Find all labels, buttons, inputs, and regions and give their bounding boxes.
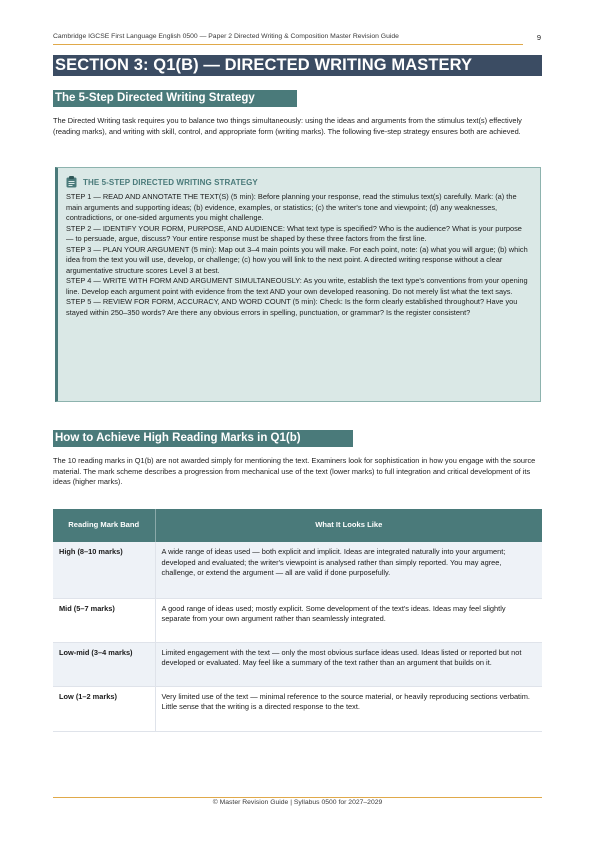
page-footer: © Master Revision Guide | Syllabus 0500 for 2027–2029 <box>212 799 383 806</box>
mark-band-cell: Low-mid (3–4 marks) <box>53 642 155 686</box>
mark-band-cell: High (8–10 marks) <box>53 542 155 598</box>
band-description-cell: Limited engagement with the text — only the most obvious surface ideas used. Ideas listed or reported but not developed or evaluated. May feel like a summary of the text rather than an argument that builds on it. <box>155 642 542 686</box>
table-row <box>53 686 542 731</box>
table-header-row <box>53 509 542 542</box>
callout-title-row <box>66 176 530 188</box>
band-description-cell: A wide range of ideas used — both explicit and implicit. Ideas are integrated naturally into your argument; developed and evaluated; the writer's viewpoint is analysed rather than simply reported. You may agree, challenge, or extend the argument — all are valid if done purposefully. <box>155 542 542 598</box>
band-description-cell: Very limited use of the text — minimal reference to the source material, or heavily reproducing sections verbatim. Little sense that the writing is a directed response to the text. <box>155 686 542 731</box>
clipboard-icon <box>66 176 77 188</box>
mark-band-cell: Low (1–2 marks) <box>53 686 155 731</box>
column-header-band: Reading Mark Band <box>53 509 155 542</box>
reading-marks-heading: How to Achieve High Reading Marks in Q1(b) <box>53 430 353 447</box>
strategy-step: STEP 1 — READ AND ANNOTATE THE TEXT(S) (5 min): Before planning your response, read the stimulus text(s) carefully. Mark: (a) the main arguments and supporting ideas; (b) evidence, examples, or statistics; (c) the writer's tone and viewpoint; (d) any weaknesses, contradictions, or one-sided arguments you might challenge. <box>66 192 517 222</box>
running-header-title: Cambridge IGCSE First Language English 0500 — Paper 2 Directed Writing & Composition Master Revision Guide <box>53 33 399 40</box>
mark-band-cell: Mid (5–7 marks) <box>53 598 155 642</box>
strategy-step: STEP 3 — PLAN YOUR ARGUMENT (5 min): Map out 3–4 main points you will make. For each point, note: (a) what you will argue; (b) which idea from the text you will use, develop, or challenge; (c) how you will link to the next point. A directed writing response without a clear argumentative structure scores Level 3 at best. <box>66 244 528 275</box>
band-description-cell: A good range of ideas used; mostly explicit. Some development of the text's ideas. Ideas may feel slightly separate from your own argument rather than seamlessly integrated. <box>155 598 542 642</box>
header-rule <box>53 44 523 45</box>
strategy-intro: The Directed Writing task requires you to balance two things simultaneously: using the ideas and arguments from the stimulus text(s) effectively (reading marks), and writing with skill, control, and appropriate form (writing marks). The following five-step strategy ensures both are achieved. <box>53 116 522 136</box>
strategy-step: STEP 4 — WRITE WITH FORM AND ARGUMENT SIMULTANEOUSLY: As you write, establish the text type's conventions from your opening line. Develop each argument point with evidence from the text AND your own developed reasoning. Do not merely list what the text says. <box>66 276 528 296</box>
reading-marks-table <box>53 509 542 732</box>
footer-rule <box>53 797 542 798</box>
column-header-description: What It Looks Like <box>155 509 542 542</box>
strategy-callout-box <box>55 167 541 402</box>
table-row <box>53 642 542 686</box>
strategy-heading: The 5-Step Directed Writing Strategy <box>53 90 297 107</box>
strategy-step: STEP 2 — IDENTIFY YOUR FORM, PURPOSE, AND AUDIENCE: What text type is specified? Who is the audience? What is your purpose — to persuade, argue, discuss? Your entire response must be shaped by these three factors from the first line. <box>66 223 522 243</box>
table-row <box>53 542 542 598</box>
running-header <box>53 33 541 42</box>
strategy-step: STEP 5 — REVIEW FOR FORM, ACCURACY, AND WORD COUNT (5 min): Check: Is the form clearly established throughout? Have you stayed within 250–350 words? Are there any obvious errors in spelling, punctuation, or grammar? Is the register consistent? <box>66 297 518 317</box>
callout-title: THE 5-STEP DIRECTED WRITING STRATEGY <box>83 177 258 187</box>
reading-marks-intro: The 10 reading marks in Q1(b) are not awarded simply for mentioning the text. Examiners look for sophistication in how you engage with the source material. The mark scheme describes a progression from mechanical use of the text (lower marks) to full integration and critical development of its ideas (higher marks). <box>53 456 536 486</box>
section-title: SECTION 3: Q1(B) — DIRECTED WRITING MASTERY <box>53 55 542 76</box>
page-number: 9 <box>536 33 541 42</box>
table-row <box>53 598 542 642</box>
